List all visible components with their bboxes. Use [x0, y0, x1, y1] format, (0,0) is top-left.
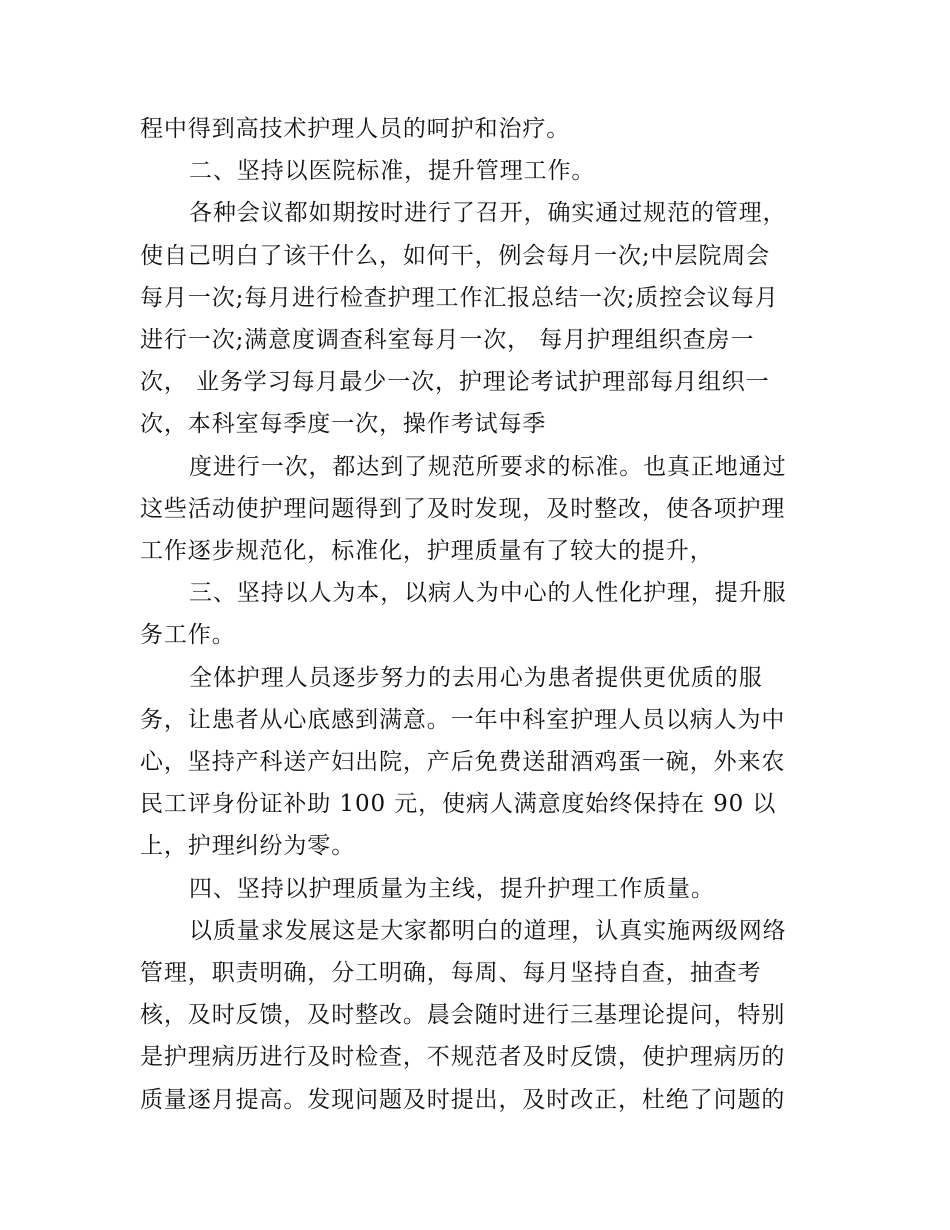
text-line: 核，及时反馈，及时整改。晨会随时进行三基理论提问，特别: [140, 1002, 786, 1029]
text-line: 各种会议都如期按时进行了召开，确实通过规范的管理，: [189, 200, 787, 227]
text-line: 次， 业务学习每月最少一次，护理论考试护理部每月组织一: [140, 369, 770, 396]
text-line: 三、坚持以人为本，以病人为中心的人性化护理，提升服: [189, 580, 787, 607]
text-line: 二、坚持以医院标准，提升管理工作。: [189, 158, 596, 185]
text-line: 进行一次;满意度调查科室每月一次， 每月护理组织查房一: [140, 327, 755, 353]
text-line: 使自己明白了该干什么，如何干，例会每月一次;中层院周会: [140, 242, 771, 269]
text-line: 工作逐步规范化，标准化，护理质量有了较大的提升，: [140, 538, 714, 564]
text-line: 全体护理人员逐步努力的去用心为患者提供更优质的服: [189, 664, 763, 691]
text-line: 质量逐月提高。发现问题及时提出，及时改正，杜绝了问题的: [140, 1086, 786, 1113]
text-line: 以质量求发展这是大家都明白的道理，认真实施两级网络: [189, 917, 787, 944]
text-line: 四、坚持以护理质量为主线，提升护理工作质量。: [189, 875, 715, 902]
text-line: 每月一次;每月进行检查护理工作汇报总结一次;质控会议每月: [140, 284, 779, 311]
text-line: 务，让患者从心底感到满意。一年中科室护理人员以病人为中: [140, 706, 786, 733]
text-line: 程中得到高技术护理人员的呵护和治疗。: [140, 116, 571, 142]
text-line: 是护理病历进行及时检查，不规范者及时反馈，使护理病历的: [140, 1044, 786, 1071]
text-line: 民工评身份证补助 100 元，使病人满意度始终保持在 90 以: [140, 791, 777, 818]
text-line: 心，坚持产科送产妇出院，产后免费送甜酒鸡蛋一碗，外来农: [140, 749, 786, 775]
text-line: 务工作。: [140, 622, 236, 649]
text-line: 这些活动使护理问题得到了及时发现，及时整改，使各项护理: [140, 495, 786, 522]
text-line: 次，本科室每季度一次，操作考试每季: [140, 411, 547, 438]
text-line: 度进行一次，都达到了规范所要求的标准。也真正地通过: [189, 453, 787, 480]
text-line: 上，护理纠纷为零。: [140, 833, 356, 860]
text-line: 管理，职责明确，分工明确，每周、每月坚持自查，抽查考: [140, 960, 762, 986]
